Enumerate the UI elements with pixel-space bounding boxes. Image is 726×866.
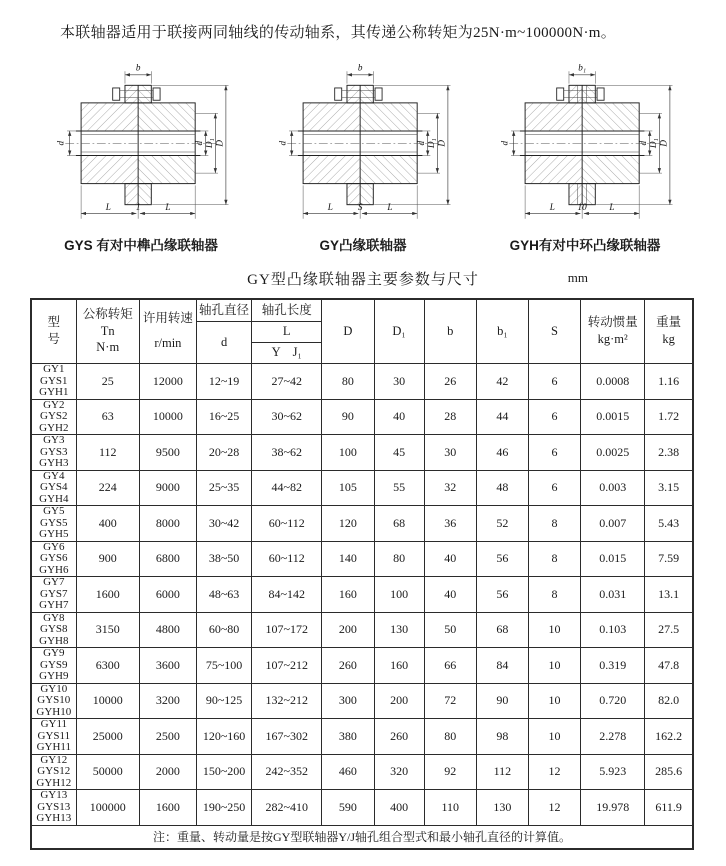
value-cell: 72 (424, 683, 476, 719)
value-cell: 90~125 (196, 683, 251, 719)
model-label: GY4 (43, 469, 65, 482)
value-cell: 9000 (139, 470, 196, 506)
value-cell: 50 (424, 612, 476, 648)
value-cell: 20~28 (196, 435, 251, 471)
value-cell: 10 (528, 719, 580, 755)
value-cell: 0.0015 (581, 399, 645, 435)
value-cell: 0.007 (581, 506, 645, 542)
value-cell: 190~250 (196, 790, 251, 826)
table-title: GY型凸缘联轴器主要参数与尺寸 (247, 272, 479, 288)
model-label: GYS3 (40, 445, 68, 458)
dim-label-l-right: L (609, 201, 615, 212)
model-label: GY10 (40, 682, 68, 695)
table-row (31, 754, 693, 790)
value-cell: 80 (322, 364, 374, 400)
header-YJ1: Y J₁ (252, 343, 322, 364)
model-label: GYH10 (36, 705, 72, 718)
value-cell: 13.1 (645, 577, 693, 613)
model-label: GY3 (43, 434, 65, 446)
model-label: GYH13 (36, 812, 72, 824)
value-cell: 36 (424, 506, 476, 542)
value-cell: 100 (374, 577, 424, 613)
value-cell: 10000 (76, 683, 139, 719)
value-cell: 30 (374, 364, 424, 400)
value-cell: 112 (476, 754, 528, 790)
value-cell: 242~352 (252, 754, 322, 790)
value-cell: 38~50 (196, 541, 251, 577)
model-cell (31, 612, 76, 648)
value-cell: 10 (528, 648, 580, 684)
dim-label-d1: D₁ (426, 138, 437, 149)
value-cell: 80 (374, 541, 424, 577)
dim-label-s: S (358, 201, 363, 212)
model-cell (31, 754, 76, 790)
figure-caption-gyh: GYH有对中环凸缘联轴器 (509, 238, 661, 253)
value-cell: 6 (528, 470, 580, 506)
value-cell: 900 (76, 541, 139, 577)
model-label: GYS9 (40, 658, 68, 671)
value-cell: 66 (424, 648, 476, 684)
value-cell: 0.319 (581, 648, 645, 684)
value-cell: 112 (76, 435, 139, 471)
value-cell: 132~212 (252, 683, 322, 719)
value-cell: 0.720 (581, 683, 645, 719)
value-cell: 8 (528, 541, 580, 577)
value-cell: 45 (374, 435, 424, 471)
model-label: GYH6 (39, 563, 69, 576)
model-label: GYH8 (39, 634, 69, 647)
dim-label-dd: D (436, 139, 447, 147)
header-torque: 公称转矩 Tn N·m (76, 299, 139, 364)
unit-label: mm (567, 270, 588, 285)
value-cell: 2000 (139, 754, 196, 790)
value-cell: 1600 (76, 577, 139, 613)
value-cell: 3150 (76, 612, 139, 648)
table-row (31, 577, 693, 613)
table-row (31, 719, 693, 755)
value-cell: 90 (476, 683, 528, 719)
value-cell: 50000 (76, 754, 139, 790)
value-cell: 26 (424, 364, 476, 400)
value-cell: 30~42 (196, 506, 251, 542)
value-cell: 42 (476, 364, 528, 400)
value-cell: 380 (322, 719, 374, 755)
header-b: b (424, 299, 476, 364)
value-cell: 28 (424, 399, 476, 435)
value-cell: 55 (374, 470, 424, 506)
figure-gyh (474, 59, 696, 254)
value-cell: 100 (322, 435, 374, 471)
model-label: GYS4 (40, 481, 68, 493)
value-cell: 6800 (139, 541, 196, 577)
value-cell: 30~62 (252, 399, 322, 435)
model-cell (31, 648, 76, 684)
value-cell: 92 (424, 754, 476, 790)
value-cell: 8 (528, 506, 580, 542)
dim-label-l-left: L (549, 201, 556, 212)
header-bore-length: 轴孔长度 (252, 299, 322, 322)
value-cell: 84 (476, 648, 528, 684)
model-label: GYS8 (40, 623, 68, 635)
dim-label-dd: D (658, 139, 669, 147)
value-cell: 8000 (139, 506, 196, 542)
gys-coupling-drawing (46, 59, 236, 231)
model-cell (31, 506, 76, 542)
value-cell: 68 (374, 506, 424, 542)
model-label: GY7 (43, 576, 65, 588)
dim-label-d-left: d (55, 140, 66, 146)
model-label: GYH12 (36, 776, 72, 789)
model-label: GY6 (43, 540, 65, 553)
value-cell: 60~112 (252, 541, 322, 577)
table-row (31, 541, 693, 577)
dim-label-center: 1 (136, 201, 141, 212)
value-cell: 12~19 (196, 364, 251, 400)
value-cell: 6300 (76, 648, 139, 684)
value-cell: 75~100 (196, 648, 251, 684)
header-speed: 许用转速 r/min (139, 299, 196, 364)
value-cell: 25~35 (196, 470, 251, 506)
table-title-row (30, 268, 696, 290)
table-header (31, 299, 693, 364)
value-cell: 6 (528, 399, 580, 435)
value-cell: 130 (476, 790, 528, 826)
model-label: GYS7 (40, 587, 68, 600)
value-cell: 400 (374, 790, 424, 826)
model-label: GYS5 (40, 516, 68, 529)
value-cell: 25000 (76, 719, 139, 755)
value-cell: 40 (374, 399, 424, 435)
value-cell: 12000 (139, 364, 196, 400)
value-cell: 27.5 (645, 612, 693, 648)
value-cell: 0.003 (581, 470, 645, 506)
value-cell: 162.2 (645, 719, 693, 755)
value-cell: 44 (476, 399, 528, 435)
model-cell (31, 541, 76, 577)
model-cell (31, 683, 76, 719)
model-label: GY9 (43, 647, 65, 659)
value-cell: 10 (528, 612, 580, 648)
value-cell: 6 (528, 364, 580, 400)
value-cell: 3.15 (645, 470, 693, 506)
header-bore-diameter: 轴孔直径 (196, 299, 251, 322)
dim-label-d-left: d (277, 140, 288, 146)
header-inertia: 转动惯量 kg·m² (581, 299, 645, 364)
dim-label-d-left: d (499, 140, 510, 146)
value-cell: 7.59 (645, 541, 693, 577)
value-cell: 2.278 (581, 719, 645, 755)
model-label: GY1 (43, 363, 65, 375)
header-D1: D₁ (374, 299, 424, 364)
dim-label-l-left: L (327, 201, 334, 212)
value-cell: 107~212 (252, 648, 322, 684)
figures-row (30, 59, 696, 254)
value-cell: 40 (424, 541, 476, 577)
model-label: GYS12 (37, 765, 71, 777)
model-label: GYH11 (36, 741, 72, 753)
header-weight: 重量 kg (645, 299, 693, 364)
model-label: GYS11 (37, 729, 71, 742)
model-cell (31, 790, 76, 826)
value-cell: 140 (322, 541, 374, 577)
model-label: GY11 (40, 718, 68, 730)
value-cell: 105 (322, 470, 374, 506)
dim-label-b: b (358, 62, 363, 73)
value-cell: 98 (476, 719, 528, 755)
value-cell: 200 (322, 612, 374, 648)
value-cell: 25 (76, 364, 139, 400)
header-S: S (528, 299, 580, 364)
value-cell: 150~200 (196, 754, 251, 790)
value-cell: 38~62 (252, 435, 322, 471)
value-cell: 16~25 (196, 399, 251, 435)
table-row (31, 683, 693, 719)
value-cell: 167~302 (252, 719, 322, 755)
model-label: GYS6 (40, 552, 68, 564)
value-cell: 56 (476, 541, 528, 577)
value-cell: 60~80 (196, 612, 251, 648)
dim-label-d-right: d (416, 140, 427, 146)
value-cell: 2.38 (645, 435, 693, 471)
model-label: GY8 (43, 611, 65, 624)
value-cell: 0.015 (581, 541, 645, 577)
value-cell: 3600 (139, 648, 196, 684)
value-cell: 10 (528, 683, 580, 719)
value-cell: 84~142 (252, 577, 322, 613)
value-cell: 0.0025 (581, 435, 645, 471)
value-cell: 27~42 (252, 364, 322, 400)
value-cell: 200 (374, 683, 424, 719)
value-cell: 3200 (139, 683, 196, 719)
header-b1: b₁ (476, 299, 528, 364)
value-cell: 80 (424, 719, 476, 755)
table-row (31, 435, 693, 471)
model-label: GYS1 (40, 374, 68, 387)
table-row (31, 364, 693, 400)
table-row (31, 648, 693, 684)
value-cell: 60~112 (252, 506, 322, 542)
model-label: GYH2 (39, 421, 69, 434)
value-cell: 224 (76, 470, 139, 506)
dim-label-l-right: L (165, 201, 171, 212)
value-cell: 120 (322, 506, 374, 542)
value-cell: 320 (374, 754, 424, 790)
value-cell: 160 (322, 577, 374, 613)
value-cell: 4800 (139, 612, 196, 648)
value-cell: 0.0008 (581, 364, 645, 400)
model-label: GY13 (40, 789, 68, 801)
dim-label-d-right: d (638, 140, 649, 146)
table-row (31, 470, 693, 506)
value-cell: 130 (374, 612, 424, 648)
value-cell: 285.6 (645, 754, 693, 790)
model-label: GY12 (40, 753, 68, 766)
figure-gys (30, 59, 252, 254)
footnote-row (31, 825, 693, 849)
dim-label-b1: b₁ (578, 62, 587, 73)
value-cell: 52 (476, 506, 528, 542)
value-cell: 260 (322, 648, 374, 684)
value-cell: 160 (374, 648, 424, 684)
dim-label-b: b (136, 62, 141, 73)
model-cell (31, 399, 76, 435)
value-cell: 107~172 (252, 612, 322, 648)
value-cell: 590 (322, 790, 374, 826)
value-cell: 5.43 (645, 506, 693, 542)
value-cell: 2500 (139, 719, 196, 755)
model-label: GYH5 (39, 528, 69, 540)
dim-label-d1: D₁ (204, 138, 215, 149)
value-cell: 46 (476, 435, 528, 471)
header-d-symbol: d (196, 322, 251, 364)
model-label: GYH4 (39, 492, 69, 505)
value-cell: 90 (322, 399, 374, 435)
table-row (31, 790, 693, 826)
value-cell: 82.0 (645, 683, 693, 719)
value-cell: 611.9 (645, 790, 693, 826)
model-label: GYS2 (40, 410, 68, 422)
figure-caption-gy: GY凸缘联轴器 (319, 238, 407, 253)
intro-text: 本联轴器适用于联接两同轴线的传动轴系，其传递公称转矩为25N·m~100000N·m。 (60, 25, 617, 41)
model-label: GYS13 (37, 800, 71, 813)
value-cell: 48 (476, 470, 528, 506)
parameters-table (30, 298, 694, 850)
figure-caption-gys: GYS 有对中榫凸缘联轴器 (64, 238, 218, 253)
value-cell: 12 (528, 754, 580, 790)
model-label: GYH3 (39, 457, 69, 469)
value-cell: 8 (528, 577, 580, 613)
figure-gy (252, 59, 474, 254)
value-cell: 47.8 (645, 648, 693, 684)
value-cell: 44~82 (252, 470, 322, 506)
dim-label-d1: D₁ (648, 138, 659, 149)
table-row (31, 399, 693, 435)
value-cell: 68 (476, 612, 528, 648)
model-cell (31, 435, 76, 471)
value-cell: 32 (424, 470, 476, 506)
model-cell (31, 577, 76, 613)
model-cell (31, 364, 76, 400)
model-cell (31, 470, 76, 506)
value-cell: 48~63 (196, 577, 251, 613)
dim-label-10: 10 (577, 201, 587, 212)
value-cell: 40 (424, 577, 476, 613)
value-cell: 6000 (139, 577, 196, 613)
value-cell: 6 (528, 435, 580, 471)
value-cell: 30 (424, 435, 476, 471)
table-row (31, 506, 693, 542)
value-cell: 12 (528, 790, 580, 826)
value-cell: 260 (374, 719, 424, 755)
value-cell: 400 (76, 506, 139, 542)
value-cell: 9500 (139, 435, 196, 471)
table-body (31, 364, 693, 826)
table-row (31, 612, 693, 648)
value-cell: 63 (76, 399, 139, 435)
model-label: GY5 (43, 505, 65, 517)
dim-label-l-left: L (105, 201, 112, 212)
header-model: 型 号 (31, 299, 76, 364)
value-cell: 1.72 (645, 399, 693, 435)
model-label: GYH9 (39, 670, 69, 682)
value-cell: 56 (476, 577, 528, 613)
dim-label-l-right: L (387, 201, 393, 212)
header-L-symbol: L (252, 322, 322, 343)
value-cell: 120~160 (196, 719, 251, 755)
model-label: GYH1 (39, 386, 69, 398)
gyh-coupling-drawing (490, 59, 680, 231)
value-cell: 460 (322, 754, 374, 790)
dim-label-dd: D (214, 139, 225, 147)
gy-coupling-drawing (268, 59, 458, 231)
value-cell: 282~410 (252, 790, 322, 826)
table-footnote: 注：重量、转动量是按GY型联轴器Y/J轴孔组合型式和最小轴孔直径的计算值。 (31, 825, 693, 849)
value-cell: 300 (322, 683, 374, 719)
model-label: GYS10 (37, 694, 71, 706)
value-cell: 0.031 (581, 577, 645, 613)
value-cell: 5.923 (581, 754, 645, 790)
value-cell: 19.978 (581, 790, 645, 826)
value-cell: 10000 (139, 399, 196, 435)
value-cell: 0.103 (581, 612, 645, 648)
model-label: GYH7 (39, 599, 69, 611)
value-cell: 110 (424, 790, 476, 826)
model-cell (31, 719, 76, 755)
model-label: GY2 (43, 398, 65, 411)
header-D: D (322, 299, 374, 364)
value-cell: 1600 (139, 790, 196, 826)
value-cell: 1.16 (645, 364, 693, 400)
dim-label-d-right: d (194, 140, 205, 146)
value-cell: 100000 (76, 790, 139, 826)
